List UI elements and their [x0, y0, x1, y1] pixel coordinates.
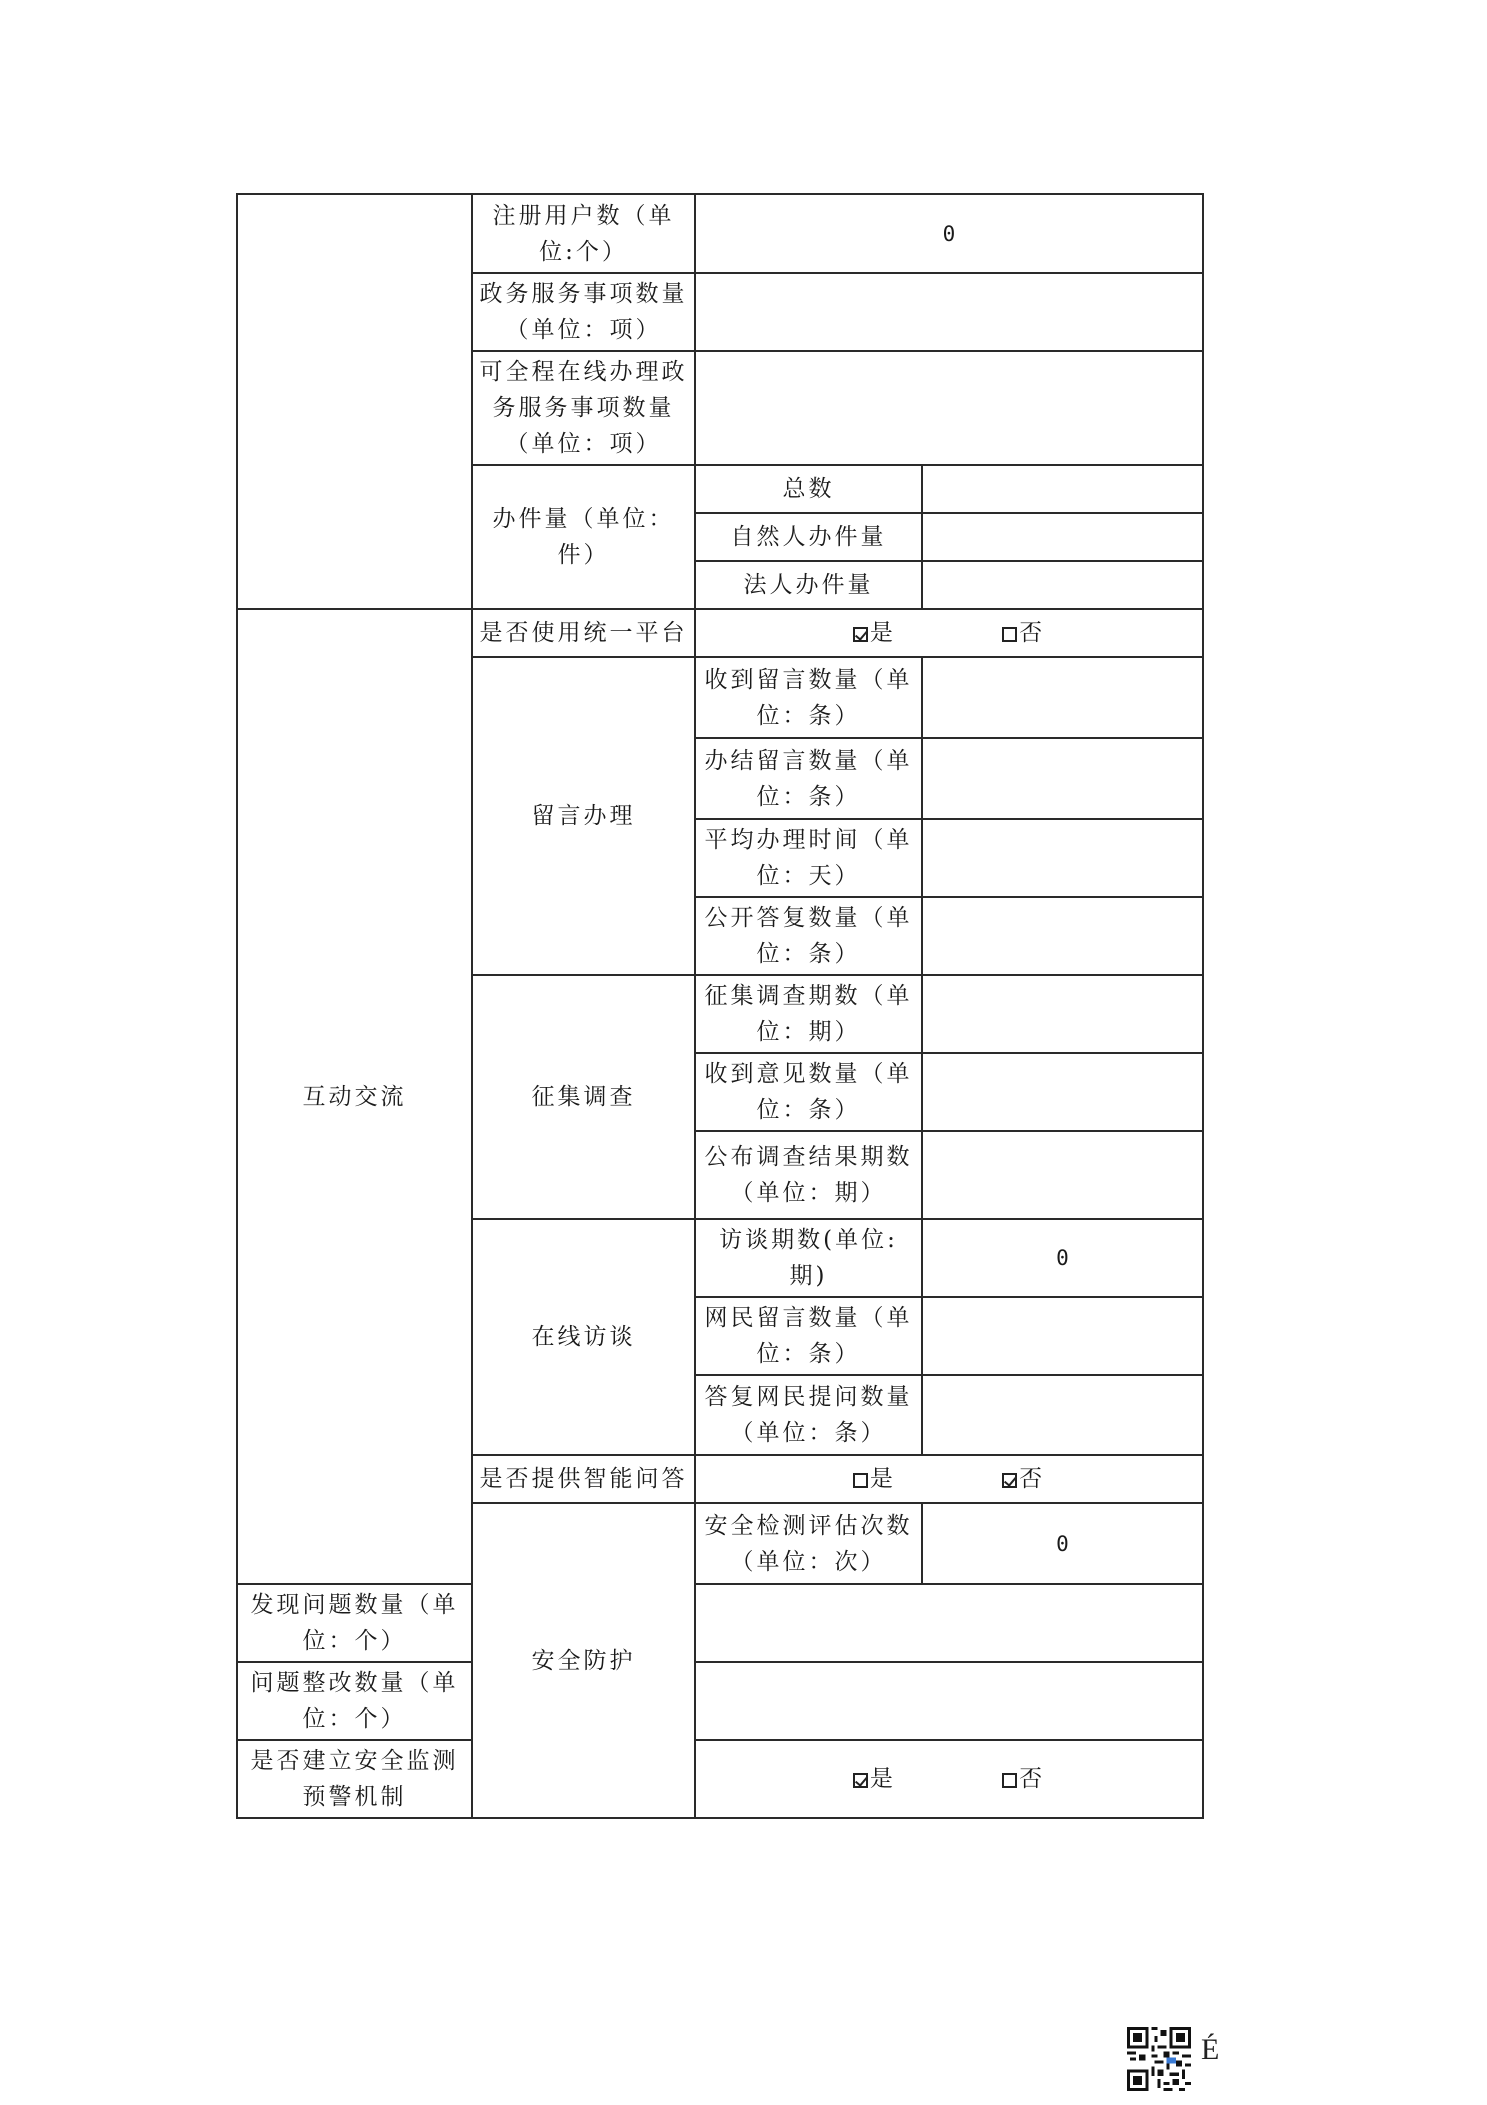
checkbox-icon[interactable]	[1002, 1773, 1017, 1788]
workload-label: 办件量（单位：件）	[472, 465, 695, 609]
service-items-value	[695, 273, 1203, 351]
security-monitoring-yes-option[interactable]: 是	[853, 1761, 896, 1797]
checkbox-icon[interactable]	[853, 1473, 868, 1488]
interaction-section-label: 互动交流	[237, 609, 472, 1584]
messages-closed-value	[922, 738, 1203, 819]
survey-periods-value	[922, 975, 1203, 1053]
security-issues-fixed-value	[695, 1662, 1203, 1740]
security-assessments-value: 0	[922, 1503, 1203, 1584]
survey-label: 征集调查	[472, 975, 695, 1219]
survey-opinions-value	[922, 1053, 1203, 1131]
survey-opinions-label: 收到意见数量（单位：条）	[695, 1053, 922, 1131]
interview-netizen-msgs-label: 网民留言数量（单位：条）	[695, 1297, 922, 1375]
registered-users-value: 0	[695, 194, 1203, 273]
unified-platform-label: 是否使用统一平台	[472, 609, 695, 657]
statistics-table	[236, 193, 1204, 1819]
unified-platform-options	[695, 609, 1203, 657]
unified-platform-no-option[interactable]: 否	[1002, 615, 1045, 651]
messages-received-value	[922, 657, 1203, 738]
smart-qa-no-option[interactable]: 否	[1002, 1461, 1045, 1497]
workload-natural-value	[922, 513, 1203, 561]
workload-natural-label: 自然人办件量	[695, 513, 922, 561]
interview-netizen-msgs-value	[922, 1297, 1203, 1375]
interview-answered-label: 答复网民提问数量（单位：条）	[695, 1375, 922, 1455]
interview-periods-label: 访谈期数(单位:期)	[695, 1219, 922, 1297]
messages-closed-label: 办结留言数量（单位：条）	[695, 738, 922, 819]
messages-public-reply-value	[922, 897, 1203, 975]
workload-total-label: 总数	[695, 465, 922, 513]
security-monitoring-options	[695, 1740, 1203, 1818]
messages-received-label: 收到留言数量（单位：条）	[695, 657, 922, 738]
security-issues-found-label: 发现问题数量（单位：个）	[237, 1584, 472, 1662]
smart-qa-options	[695, 1455, 1203, 1503]
corner-mark: É	[1201, 2033, 1220, 2066]
interview-periods-value: 0	[922, 1219, 1203, 1297]
service-items-label: 政务服务事项数量（单位：项）	[472, 273, 695, 351]
survey-published-label: 公布调查结果期数（单位：期）	[695, 1131, 922, 1219]
online-items-label: 可全程在线办理政务服务事项数量（单位：项）	[472, 351, 695, 465]
messages-avg-time-value	[922, 819, 1203, 897]
security-monitoring-label: 是否建立安全监测预警机制	[237, 1740, 472, 1818]
checkbox-icon[interactable]	[1002, 1473, 1017, 1488]
checkbox-icon[interactable]	[853, 1773, 868, 1788]
messages-label: 留言办理	[472, 657, 695, 975]
unified-platform-yes-option[interactable]: 是	[853, 615, 896, 651]
survey-published-value	[922, 1131, 1203, 1219]
security-issues-fixed-label: 问题整改数量（单位：个）	[237, 1662, 472, 1740]
interview-answered-value	[922, 1375, 1203, 1455]
security-issues-found-value	[695, 1584, 1203, 1662]
qr-code-icon	[1127, 2027, 1191, 2091]
registered-users-label: 注册用户数（单位:个）	[472, 194, 695, 273]
messages-avg-time-label: 平均办理时间（单位：天）	[695, 819, 922, 897]
security-section-label: 安全防护	[472, 1503, 695, 1818]
messages-public-reply-label: 公开答复数量（单位：条）	[695, 897, 922, 975]
workload-legal-label: 法人办件量	[695, 561, 922, 609]
security-assessments-label: 安全检测评估次数（单位：次）	[695, 1503, 922, 1584]
survey-periods-label: 征集调查期数（单位：期）	[695, 975, 922, 1053]
smart-qa-yes-option[interactable]: 是	[853, 1461, 896, 1497]
workload-total-value	[922, 465, 1203, 513]
checkbox-icon[interactable]	[853, 627, 868, 642]
checkbox-icon[interactable]	[1002, 627, 1017, 642]
security-monitoring-no-option[interactable]: 否	[1002, 1761, 1045, 1797]
smart-qa-label: 是否提供智能问答	[472, 1455, 695, 1503]
interview-label: 在线访谈	[472, 1219, 695, 1455]
online-items-value	[695, 351, 1203, 465]
section-cell-top	[237, 194, 472, 609]
workload-legal-value	[922, 561, 1203, 609]
